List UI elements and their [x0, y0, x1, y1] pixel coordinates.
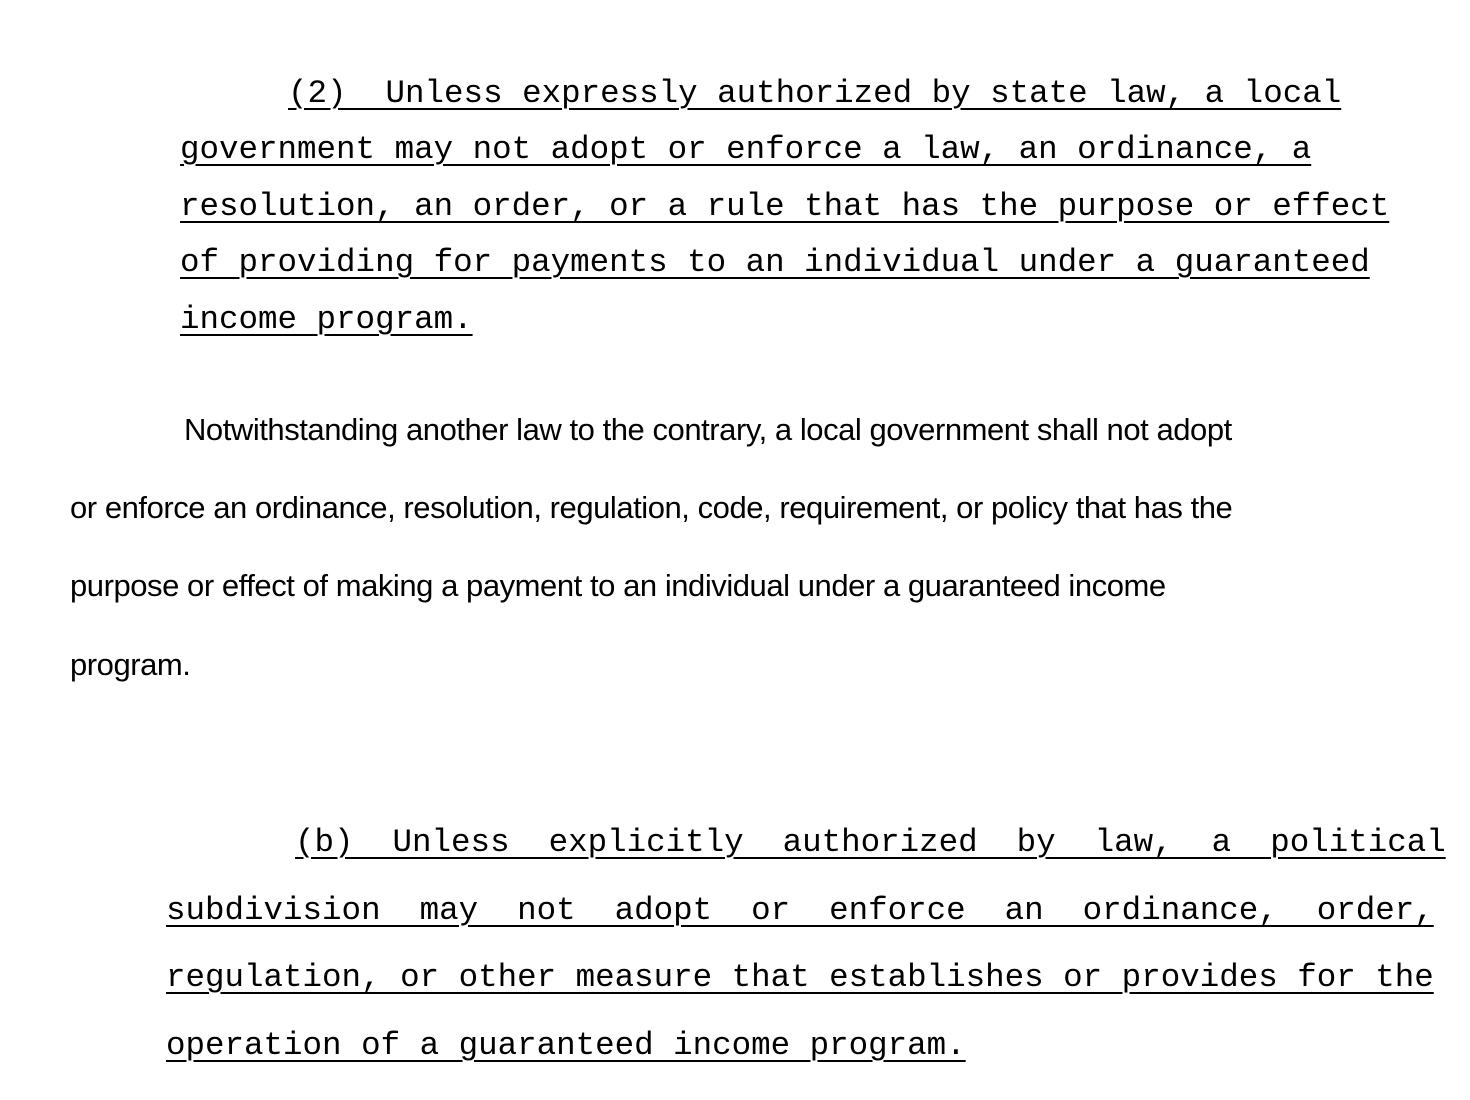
paragraph-text: (b) Unless explicitly authorized by law, a political: [295, 823, 1446, 861]
paragraph-text: regulation, or other measure that establishes or provides for the: [166, 958, 1434, 996]
paragraph-text: subdivision may not adopt or enforce an ordinance, order,: [166, 891, 1434, 929]
paragraph-text: income program.: [180, 300, 473, 338]
paragraph-line: purpose or effect of making a payment to an individual under a guaranteed income: [70, 568, 1166, 603]
paragraph-line: [49, 997, 966, 1095]
paragraph-text: of providing for payments to an individual under a guaranteed: [180, 243, 1370, 281]
paragraph-line: Notwithstanding another law to the contrary, a local government shall not adopt: [184, 412, 1232, 447]
paragraph-line: or enforce an ordinance, resolution, regulation, code, requirement, or policy that has the: [70, 490, 1233, 525]
paragraph-text: operation of a guaranteed income program.: [166, 1026, 966, 1064]
paragraph-line: program.: [70, 647, 191, 682]
paragraph-text: government may not adopt or enforce a law, an ordinance, a: [180, 130, 1312, 168]
paragraph-line: [63, 271, 473, 369]
paragraph-text: resolution, an order, or a rule that has the purpose or effect: [180, 187, 1390, 225]
paragraph-text: (2) Unless expressly authorized by state law, a local: [288, 74, 1342, 112]
